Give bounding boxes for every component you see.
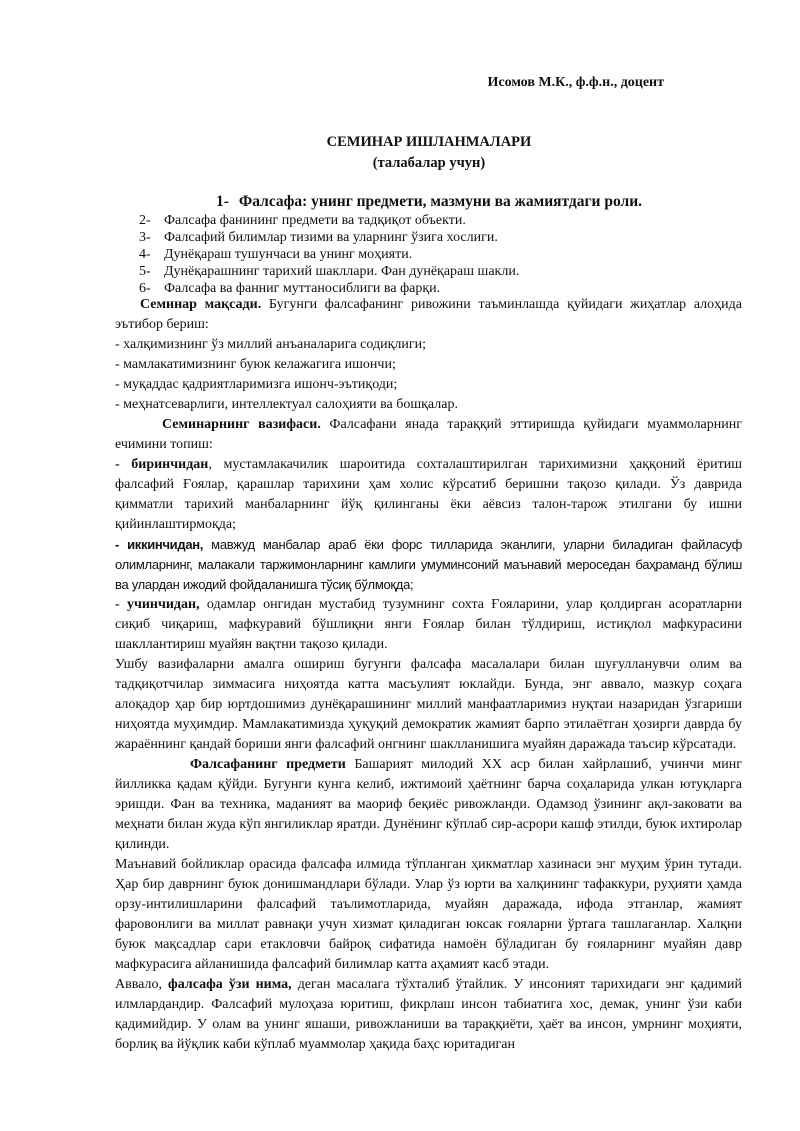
para3-label: фалсафа ўзи нима, [168,977,292,992]
tasks-paragraph [115,415,742,455]
document-body [115,295,742,1055]
para3-lead: Аввало, [115,977,169,992]
goal-item: - меҳнатсеварлиги, интеллектуал салоҳияти ва бошқалар. [115,397,458,412]
topic-number: 2- [139,213,151,228]
subject-text: Башарият милодий XX аср билан хайрлашиб, учинчи минг йилликка қадам қўйди. Бугунги кунга келиб, ижтимоий ҳаётнинг барча соҳаларида улкан ютуқларга эришди. Фан ва техника, маданият ва маориф беқиёс ривожланди. Одамзод ўзининг ақл-заковати ва меҳнати билан жуда кўп янгиликлар яратди. Дунёнинг кўплаб сир-асрори кашф этилди, буюк ихтиролар қилинди. [115,757,742,852]
second-text: мавжуд манбалар араб ёки форс тилларида эканлиги, уларни биладиган файласуф олимларнинг, малакали таржимонларнинг камлиги умуминсоний маънавий мероседан баҳраманд бўлиш ва улардан ижодий фойдаланишга тўсиқ бўлмоқда; [115,537,742,592]
topic-number: 1- [216,193,229,210]
second-label: - иккинчидан, [115,537,204,552]
goal-label: Семинар мақсади. [140,297,262,312]
topic-number: 4- [139,247,151,262]
paragraph-what-is-philosophy [115,975,742,1055]
document-subtitle: (талабалар учун) [372,155,486,171]
topic-item [139,229,739,246]
document-title: СЕМИНАР ИШЛАНМАЛАРИ [326,134,532,150]
goal-item: - мамлакатимизнинг буюк келажагига ишончи; [115,357,396,372]
goal-item: - халқимизнинг ўз миллий анъаналарига содиқлиги; [115,337,427,352]
subject-label: Фалсафанинг предмети [190,757,346,772]
author-line: Исомов М.К., ф.ф.н., доцент [487,75,664,90]
topic-number: 5- [139,264,151,279]
topic-item [139,246,739,263]
first-paragraph [115,455,742,535]
first-label: - биринчидан [115,457,209,472]
tasks-text: Фалсафани янада тараққий эттиришда қуйидаги муаммоларнинг ечимини топиш: [115,417,742,452]
goal-paragraph [115,295,742,335]
topic-text: Фалсафа ва фанниг муттаносиблиги ва фарқи. [164,281,441,296]
para3-text: деган масалага тўхталиб ўтайлик. У инсоният тарихидаги энг қадимий илмлардандир. Фалсафий мулоҳаза юритиш, фикрлаш инсон табиатига хос, демак, унинг ўзи каби қадимийдир. У олам ва унинг яшаши, ривожланиши ва тараққиёти, ҳаёт ва инсон, умрнинг моҳияти, борлиқ ва йўқлик каби кўплаб муаммолар ҳақида баҳс юритадиган [115,977,742,1052]
goal-item: - муқаддас қадриятларимизга ишонч-эътиқоди; [115,377,398,392]
third-paragraph [115,595,742,655]
subject-paragraph [115,755,742,855]
first-text: , мустамлакачилик шароитида сохталаштирилган тарихимизни ҳаққоний ёритиш фалсафий Ғоялар, қарашлар тарихини ҳам холис кўрсатиб беришни тақозо қилади. Ўз даврида қимматли тарихий манбаларнинг йўқ қилинганы ёки аёвсиз талон-тарож этилгани бу ишни қийинлаштирмоқда; [115,457,742,532]
second-paragraph [115,535,742,595]
topic-list [139,212,739,297]
topic-number: 3- [139,230,151,245]
topic-text: Дунёқарашнинг тарихий шакллари. Фан дунёқараш шакли. [164,264,520,279]
third-text: одамлар онгидан мустабид тузумнинг сохта Ғояларини, улар қолдирган асоратларни сиқиб чиқариш, мафкуравий бўшлиқни янги Ғоялар билан тўлдириш, истиқлол мафкурасини шакллантириш муайян вақтни тақозо қилади. [115,597,742,652]
paragraph-tasks-realization: Ушбу вазифаларни амалга ошириш бугунги фалсафа масалалари билан шуғулланувчи олим ва тадқиқотчилар зиммасига ниҳоятда катта масъулият юклайди. Бунда, энг аввало, мазкур соҳага алоқадор ҳар бир юртдошимиз дунёқарашининг миллий манфаатларимиз нуқтаи назаридан ўзгариши ниҳоятда муҳимдир. Мамлакатимизда ҳуқуқий демократик жамият барпо этилаётган ҳозирги даврда бу жараённинг қандай бориши янги фалсафий онгнинг шаклланишига муайян даражада таъсир кўрсатади. [115,657,742,752]
topic-text: Фалсафа: унинг предмети, мазмуни ва жамиятдаги роли. [238,193,643,210]
topic-text: Фалсафий билимлар тизими ва уларнинг ўзига хослиги. [164,230,498,245]
topic-item [139,212,739,229]
topic-text: Фалсафа фанининг предмети ва тадқиқот объекти. [164,213,466,228]
tasks-label: Семинарнинг вазифаси. [162,417,321,432]
goal-text: Бугунги фалсафанинг ривожини таъминлашда қуйидаги жиҳатлар алоҳида эътибор бериш: [115,297,742,332]
topic-item [139,263,739,280]
topic-number: 6- [139,281,151,296]
topic-text: Дунёқараш тушунчаси ва унинг моҳияти. [164,247,413,262]
topic-heading-1 [216,193,642,211]
paragraph-spiritual-wealth: Маънавий бойликлар орасида фалсафа илмида тўпланган ҳикматлар хазинаси энг муҳим ўрин тутади. Ҳар бир даврнинг буюк донишмандлари бўлади. Улар ўз юрти ва халқининг тафаккури, руҳияти ҳамда орзу-интилишларини фалсафий таълимотларида, муайян даражада, ифода этганлар, жамият фаровонлиги ва миллат равнақи учун хизмат қиладиган юксак ғояларни ўртага ташлаганлар. Халқни буюк мақсадлар сари етакловчи байроқ сифатида намоён бўладиган бу ғояларнинг муайян давр мафкурасига айланишида фалсафий билимлар катта аҳамият касб этади. [115,857,742,972]
third-label: - учинчидан, [115,597,200,612]
